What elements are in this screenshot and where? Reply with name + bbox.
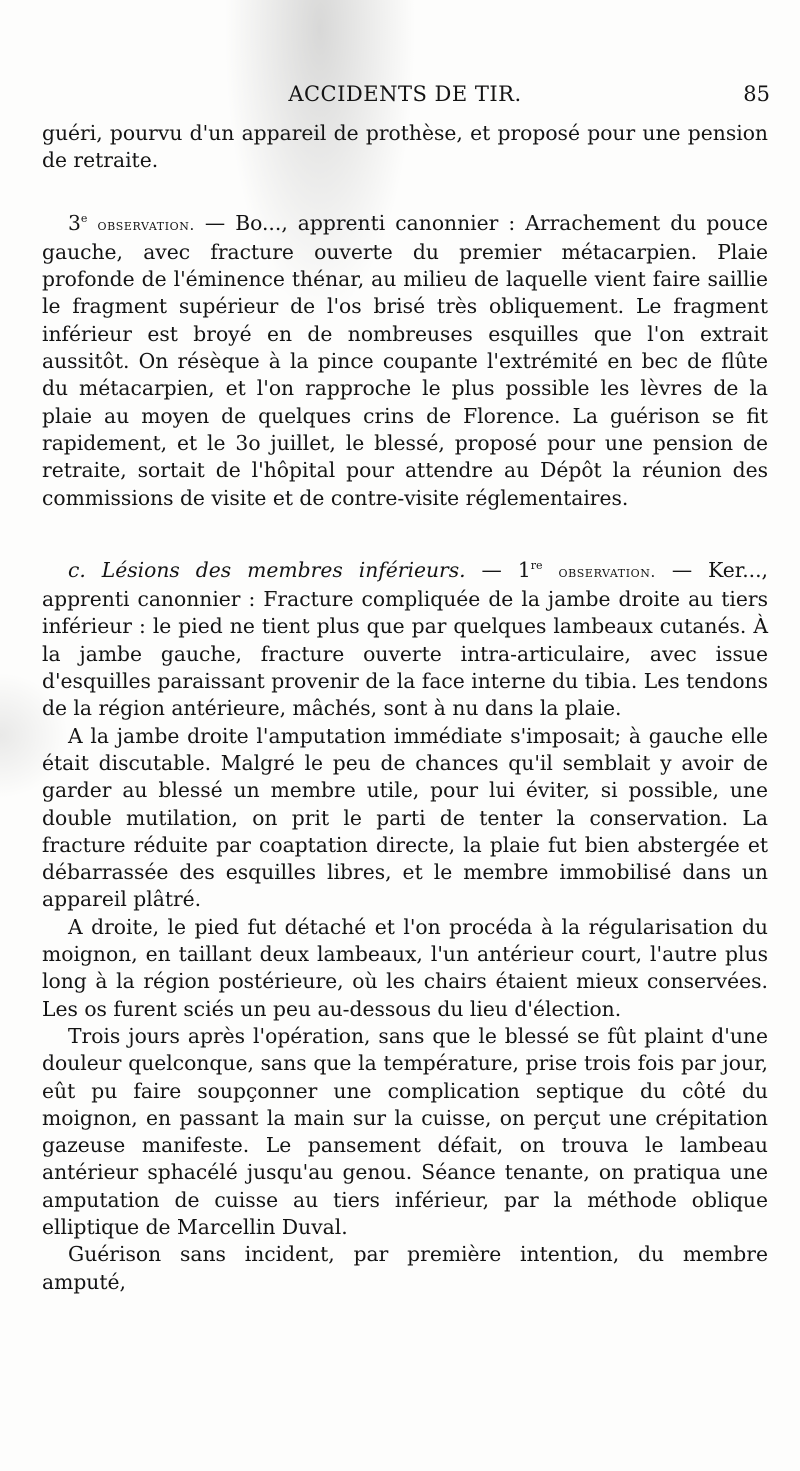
paragraph-lower-limbs bbox=[42, 557, 768, 723]
paragraph-right-side: A droite, le pied fut détaché et l'on procéda à la régularisation du moignon, en taillant deux lambeaux, l'un antérieur court, l'autre plus long à la région postérieure, où les chairs étaient mieux conservées. Les os furent sciés un peu au-dessous du lieu d'élection. bbox=[42, 914, 768, 1021]
paragraph-amputation-decision: A la jambe droite l'amputation immédiate s'imposait; à gauche elle était discutable. Malgré le peu de chances qu'il semblait y avoir de garder au blessé un membre utile, pour lui éviter, si possible, une double mutilation, on prit le parti de tenter la conservation. La fracture réduite par coaptation directe, la plaie fut bien abstergée et débarrassée des esquilles libres, et le membre immobilisé dans un appareil plâtré. bbox=[42, 723, 768, 912]
paragraph-complication: Trois jours après l'opération, sans que le blessé se fût plaint d'une douleur quelconque, sans que la température, prise trois fois par jour, eût pu faire soupçonner une complication septique du côté du moignon, en passant la main sur la cuisse, on perçut une crépitation gazeuse manifeste. Le pansement défait, on trouva le lambeau antérieur sphacélé jusqu'au genou. Séance tenante, on pratiqua une amputation de cuisse au tiers inférieur, par la méthode oblique elliptique de Marcellin Duval. bbox=[42, 1023, 768, 1239]
page-header bbox=[40, 82, 770, 112]
running-title: ACCIDENTS DE TIR. bbox=[288, 82, 522, 106]
heading-dash: — bbox=[465, 557, 518, 582]
observation-number: 3 bbox=[68, 210, 81, 235]
paragraph-healing: Guérison sans incident, par première intention, du membre amputé, bbox=[42, 1242, 768, 1294]
observation-text: — Bo..., apprenti canonnier : Arrachement du pouce gauche, avec fracture ouverte du premier métacarpien. Plaie profonde de l'éminence thénar, au milieu de laquelle vient faire saillie le fragment supérieur de l'os brisé très obliquement. Le fragment inférieur est broyé en de nombreuses esquilles que l'on extrait aussitôt. On résèque à la pince coupante l'extrémité en bec de flûte du métacarpien, et l'on rapproche le plus possible les lèvres de la plaie au moyen de quelques crins de Florence. La guérison se fit rapidement, et le 3o juillet, le blessé, proposé pour une pension de retraite, sortait de l'hôpital pour attendre au Dépôt la réunion des commissions de visite et de contre-visite réglementaires. bbox=[42, 210, 768, 510]
observation-number: 1 bbox=[517, 557, 531, 582]
section-heading: c. Lésions des membres inférieurs. bbox=[68, 557, 466, 582]
paragraph-continuation: guéri, pourvu d'un appareil de prothèse, et proposé pour une pension de retraite. bbox=[42, 121, 768, 173]
page-number: 85 bbox=[743, 82, 770, 106]
observation-number-suffix: re bbox=[530, 559, 543, 573]
observation-text: — Ker..., apprenti canonnier : Fracture compliquée de la jambe droite au tiers inférieur : le pied ne tient plus que par quelques lambeaux cutanés. À la jambe gauche, fracture ouverte intra-articulaire, avec issue d'esquilles paraissant provenir de la face interne du tibia. Les tendons de la région antérieure, mâchés, sont à nu dans la plaie. bbox=[42, 557, 768, 721]
body-text bbox=[42, 120, 768, 1296]
observation-label: observation. bbox=[558, 562, 656, 581]
observation-label: observation. bbox=[97, 215, 195, 234]
observation-number-suffix: e bbox=[80, 211, 88, 225]
paragraph-observation-3 bbox=[42, 210, 768, 512]
